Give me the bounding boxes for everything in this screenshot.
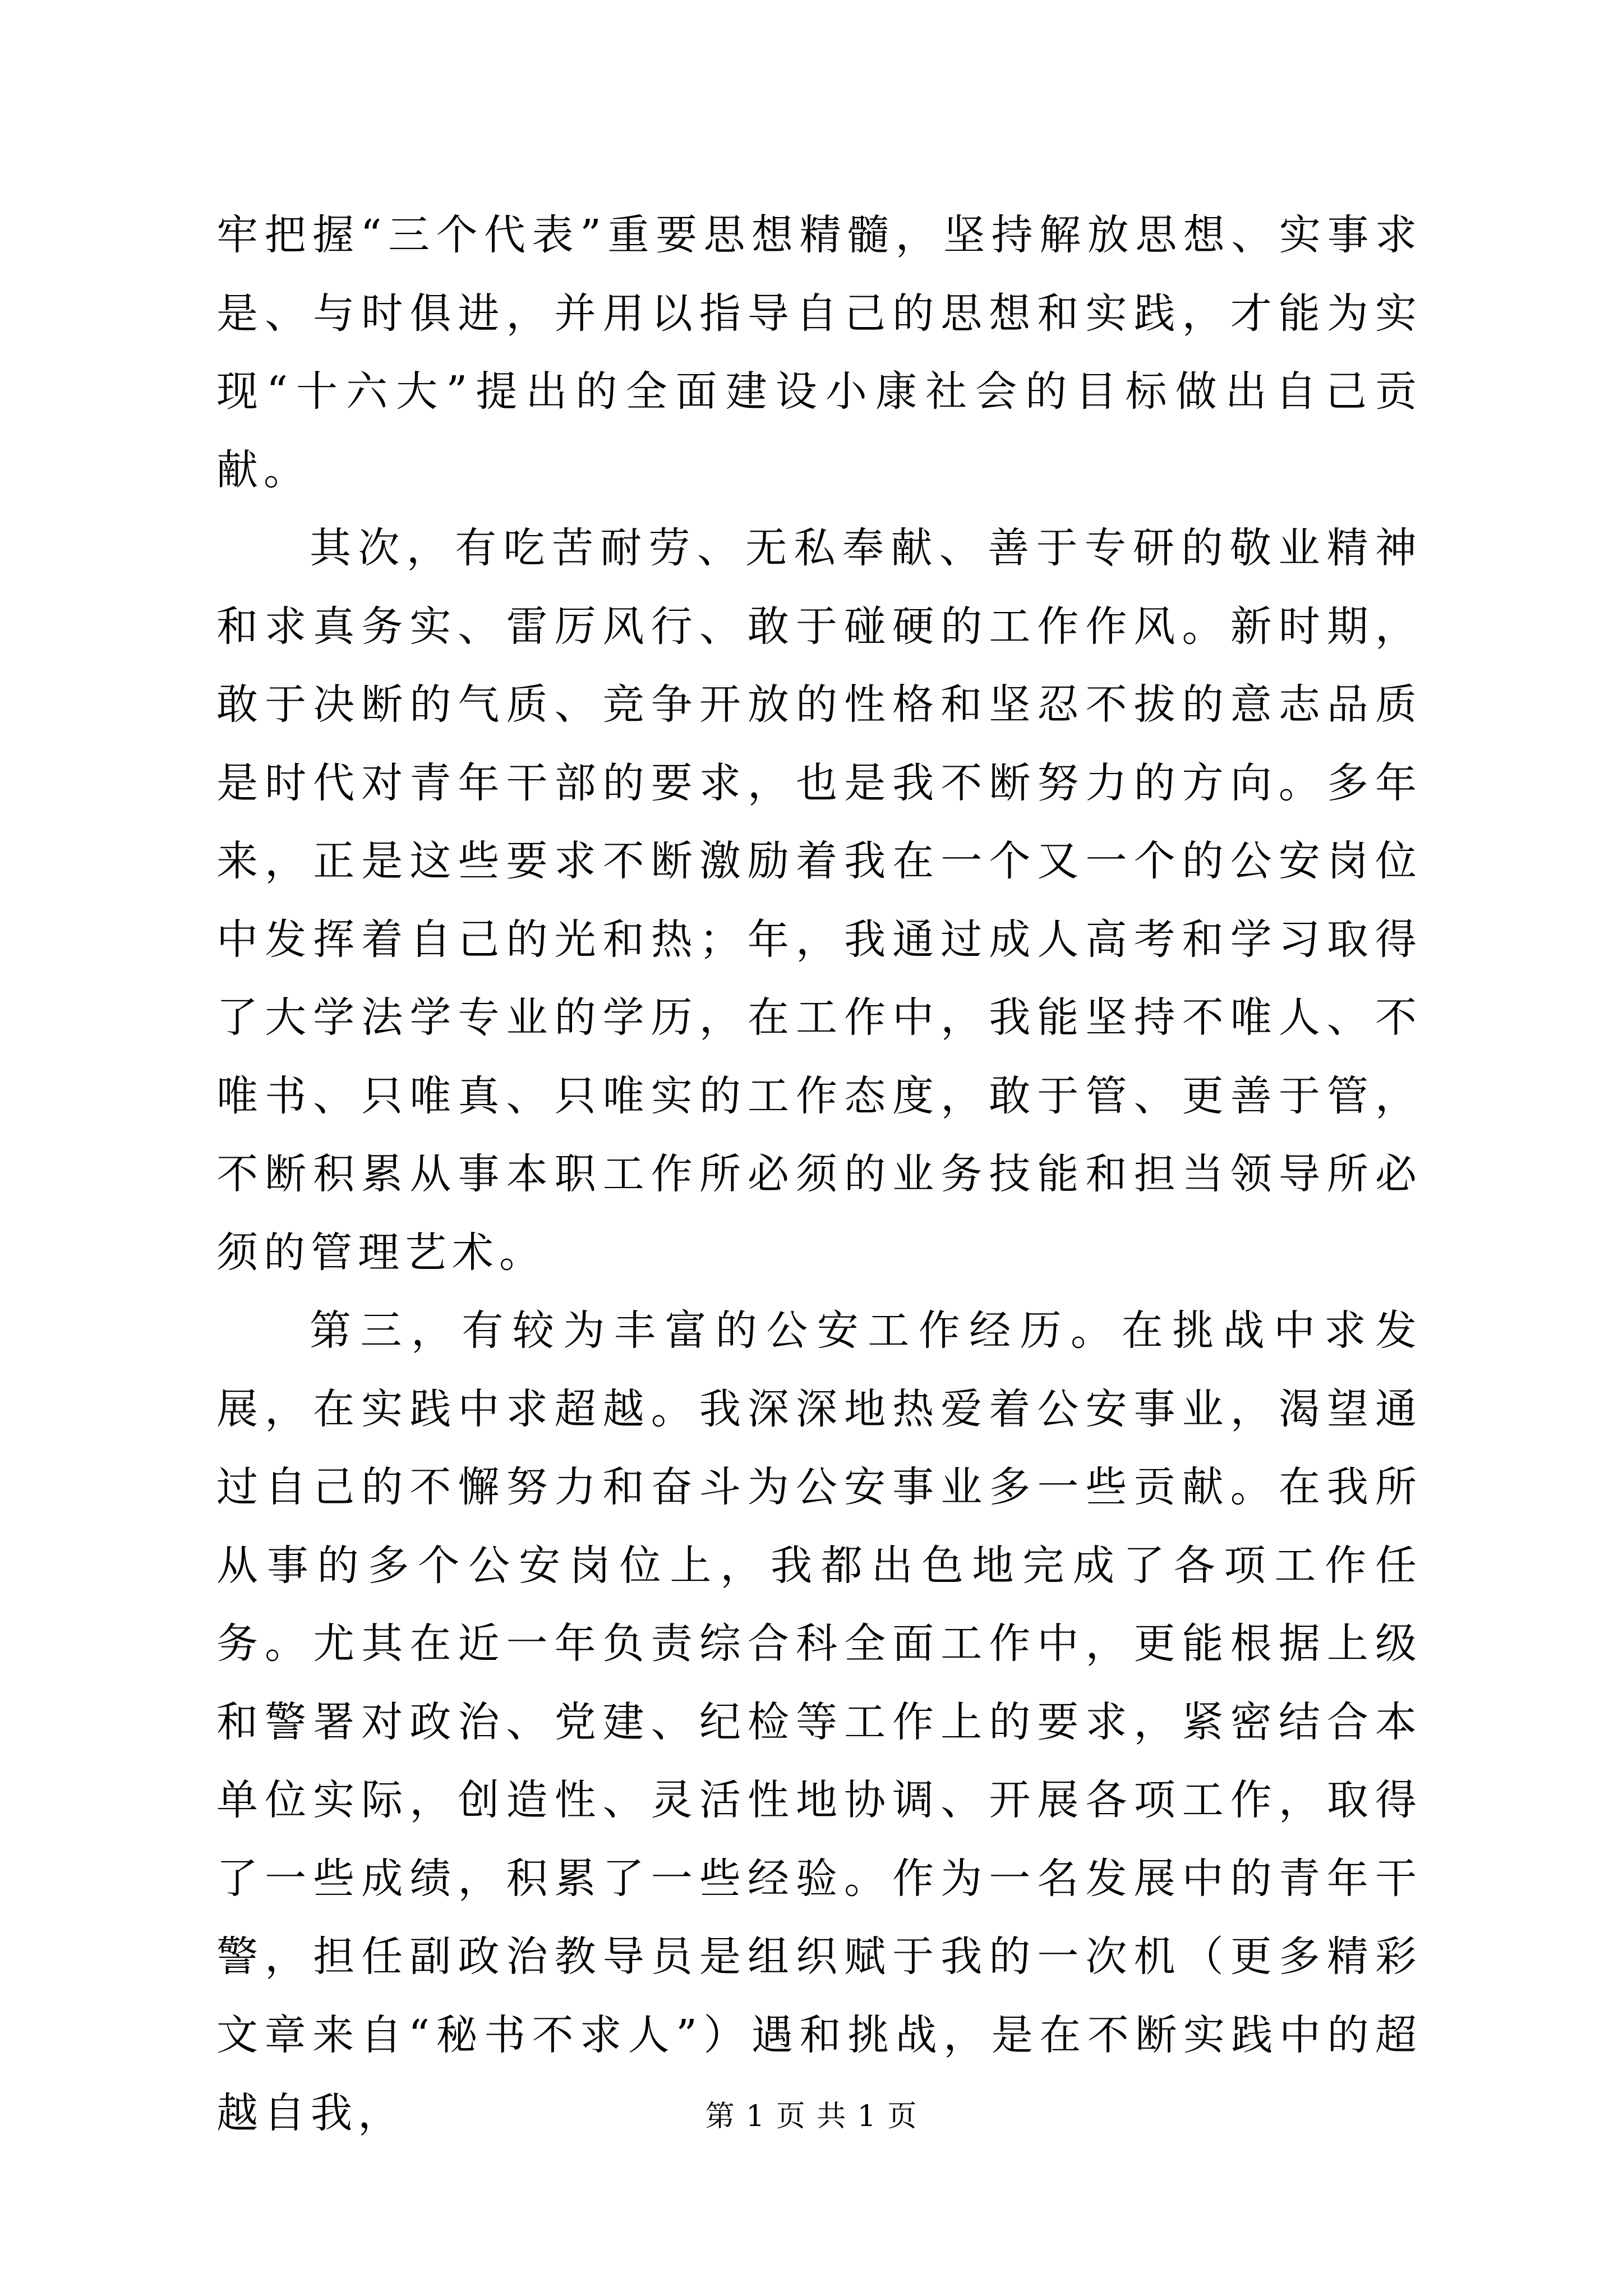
document-body [216, 196, 1422, 2153]
paragraph-1: 牢把握“三个代表”重要思想精髓，坚持解放思想、实事求是、与时俱进，并用以指导自己的思想和实践，才能为实现“十六大”提出的全面建设小康社会的目标做出自己贡献。 [216, 211, 1422, 494]
page-footer: 第 1 页 共 1 页 [705, 2100, 918, 2133]
paragraph-2: 其次，有吃苦耐劳、无私奉献、善于专研的敬业精神和求真务实、雷厉风行、敢于碰硬的工作作风。新时期，敢于决断的气质、竞争开放的性格和坚忍不拔的意志品质是时代对青年干部的要求，也是我不断努力的方向。多年来，正是这些要求不断激励着我在一个又一个的公安岗位中发挥着自己的光和热；年，我通过成人高考和学习取得了大学法学专业的学历，在工作中，我能坚持不唯人、不唯书、只唯真、只唯实的工作态度，敢于管、更善于管，不断积累从事本职工作所必须的业务技能和担当领导所必须的管理艺术。 [216, 524, 1422, 1277]
paragraph-3: 第三，有较为丰富的公安工作经历。在挑战中求发展，在实践中求超越。我深深地热爱着公安事业，渴望通过自己的不懈努力和奋斗为公安事业多一些贡献。在我所从事的多个公安岗位上，我都出色地完成了各项工作任务。尤其在近一年负责综合科全面工作中，更能根据上级和警署对政治、党建、纪检等工作上的要求，紧密结合本单位实际，创造性、灵活性地协调、开展各项工作，取得了一些成绩，积累了一些经验。作为一名发展中的青年干警，担任副政治教导员是组织赋于我的一次机（更多精彩文章来自“秘书不求人”）遇和挑战，是在不断实践中的超越自我， [216, 1306, 1422, 2137]
